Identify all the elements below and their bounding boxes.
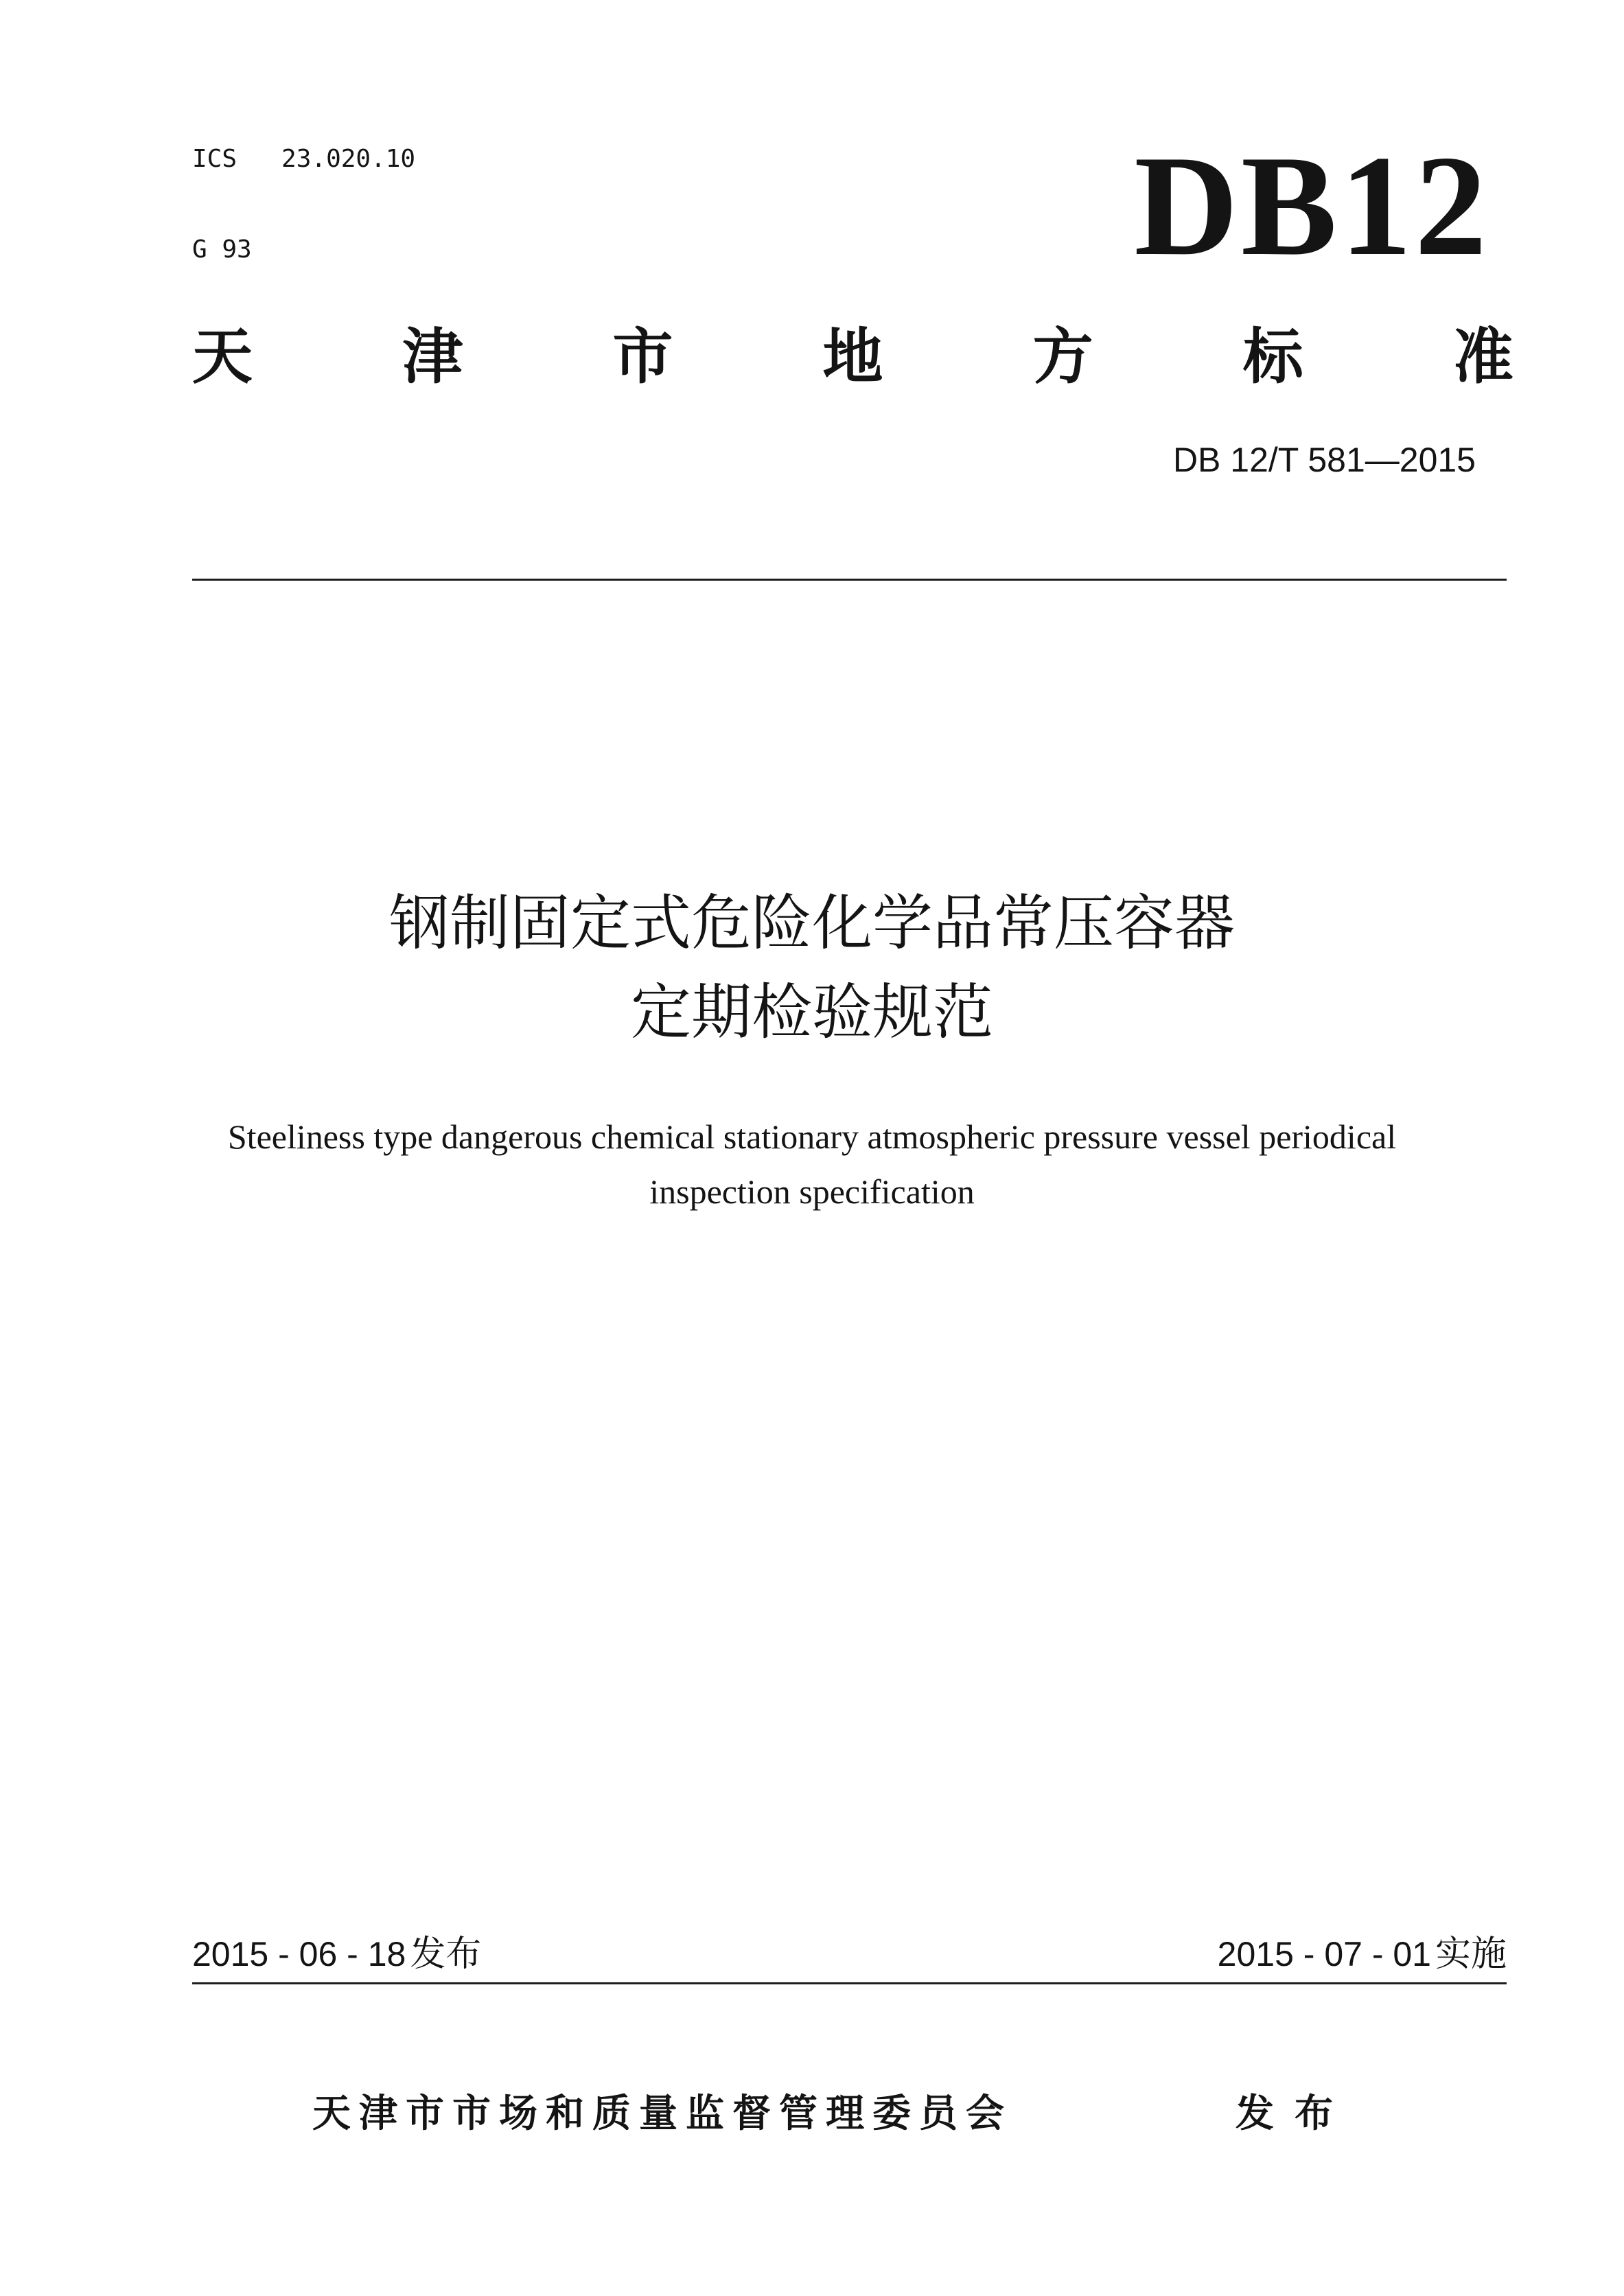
effective-label: 实施 [1435, 1934, 1507, 1975]
standard-type-char: 准 [1452, 321, 1513, 392]
standard-code: DB12 [1134, 126, 1489, 286]
issue-label: 发布 [410, 1934, 482, 1975]
ccs-code: G 93 [192, 235, 252, 264]
title-chinese-line2: 定期检验规范 [630, 977, 993, 1047]
standard-type-heading [192, 323, 1513, 391]
publisher-name: 天津市市场和质量监督管理委员会 [312, 2091, 1012, 2136]
standard-type-char: 方 [1032, 321, 1093, 392]
ics-code: ICS 23.020.10 [192, 145, 416, 173]
bottom-divider [192, 1982, 1507, 1984]
standard-type-char: 天 [192, 321, 253, 392]
standard-type-char: 地 [822, 321, 883, 392]
issue-date: 2015 - 06 - 18 [192, 1935, 406, 1973]
standard-number: DB 12/T 581—2015 [1172, 441, 1476, 479]
standard-type-char: 市 [612, 321, 673, 392]
standard-type-char: 标 [1242, 321, 1303, 392]
publisher-action: 发布 [1236, 2091, 1354, 2136]
effective-date: 2015 - 07 - 01 [1217, 1935, 1431, 1973]
classification-codes [192, 84, 415, 295]
standard-type-char: 津 [402, 321, 463, 392]
title-chinese-line1: 钢制固定式危险化学品常压容器 [388, 888, 1235, 958]
title-english-line2: inspection specification [649, 1172, 975, 1211]
title-english-line1: Steeliness type dangerous chemical stationary atmospheric pressure vessel periodical [227, 1117, 1397, 1156]
effective-date-block [1194, 1932, 1507, 1976]
top-divider [192, 579, 1507, 581]
issue-date-block [192, 1932, 481, 1976]
